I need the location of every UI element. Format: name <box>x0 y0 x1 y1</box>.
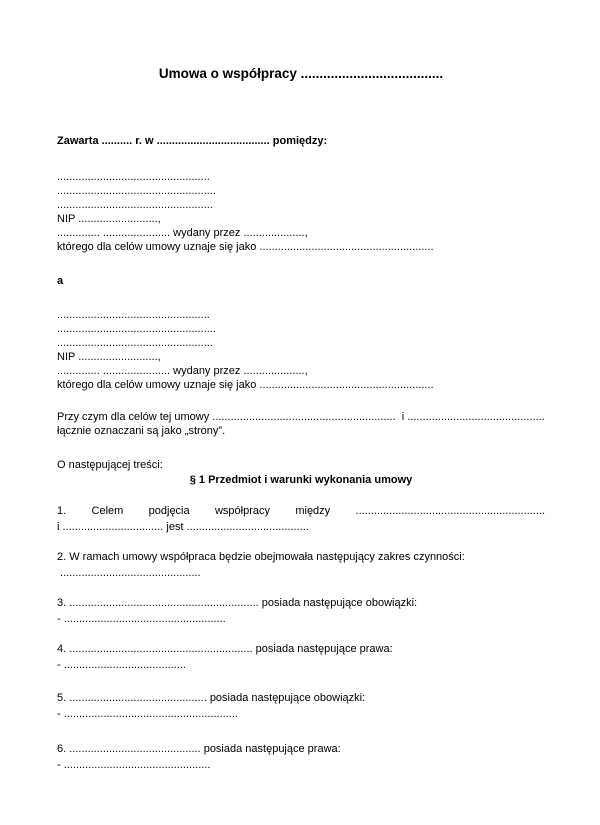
clause-4 <box>57 642 545 672</box>
preamble-line: O następującej treści: <box>57 459 163 471</box>
clause-3 <box>57 596 545 626</box>
party2-name-line: .................................................. <box>57 309 210 321</box>
party1-nip-line: NIP .........................., <box>57 213 161 225</box>
document-title: Umowa o współpracy ...................................... <box>158 66 444 81</box>
clause-1-line2: i ................................. jest ........................................ <box>57 521 309 533</box>
clause-4-line1: 4. ............................................................ posiada następujące prawa: <box>57 643 393 655</box>
clause-5 <box>57 691 545 721</box>
party1-block <box>57 170 545 254</box>
clause-4-line2: - ........................................ <box>57 659 186 671</box>
party2-details-line: ................................................... <box>57 337 213 349</box>
party2-id-issued-line: .............. ...................... wydany przez ...................., <box>57 365 308 377</box>
joint-designation-line1: Przy czym dla celów tej umowy ............................................................ i ............................................. <box>57 411 545 423</box>
joint-designation-paragraph <box>57 410 545 438</box>
clause-6-line2: - ................................................ <box>57 759 211 771</box>
party1-role-line: którego dla celów umowy uznaje się jako ......................................................... <box>57 241 434 253</box>
party1-id-issued-line: .............. ...................... wydany przez ...................., <box>57 227 308 239</box>
clause-3-line2: - ..................................................... <box>57 613 226 625</box>
party2-block <box>57 308 545 392</box>
clause-1 <box>57 504 545 534</box>
clause-6-line1: 6. ........................................... posiada następujące prawa: <box>57 743 341 755</box>
clause-5-line2: - ......................................................... <box>57 708 238 720</box>
parties-connector: a <box>57 275 64 287</box>
clause-3-line1: 3. .............................................................. posiada następujące obowiązki: <box>57 597 418 609</box>
clause-1-line1: 1. Celem podjęcia współpracy między .............................................................. <box>57 505 545 517</box>
party2-nip-line: NIP .........................., <box>57 351 161 363</box>
party1-details-line: ................................................... <box>57 199 213 211</box>
section1-heading: § 1 Przedmiot i warunki wykonania umowy <box>189 474 413 486</box>
intro-line: Zawarta .......... r. w ..................................... pomiędzy: <box>57 135 328 147</box>
clause-2-line2: .............................................. <box>57 567 201 579</box>
clause-2-line1: 2. W ramach umowy współpraca będzie obejmowała następujący zakres czynności: <box>57 551 465 563</box>
party2-role-line: którego dla celów umowy uznaje się jako ......................................................... <box>57 379 434 391</box>
clause-2 <box>57 550 545 580</box>
joint-designation-line2: łącznie oznaczani są jako „strony”. <box>57 425 226 437</box>
party2-address-line: .................................................... <box>57 323 216 335</box>
party1-name-line: .................................................. <box>57 171 210 183</box>
clause-5-line1: 5. ............................................. posiada następujące obowiązki: <box>57 692 366 704</box>
clause-6 <box>57 742 545 772</box>
party1-address-line: .................................................... <box>57 185 216 197</box>
